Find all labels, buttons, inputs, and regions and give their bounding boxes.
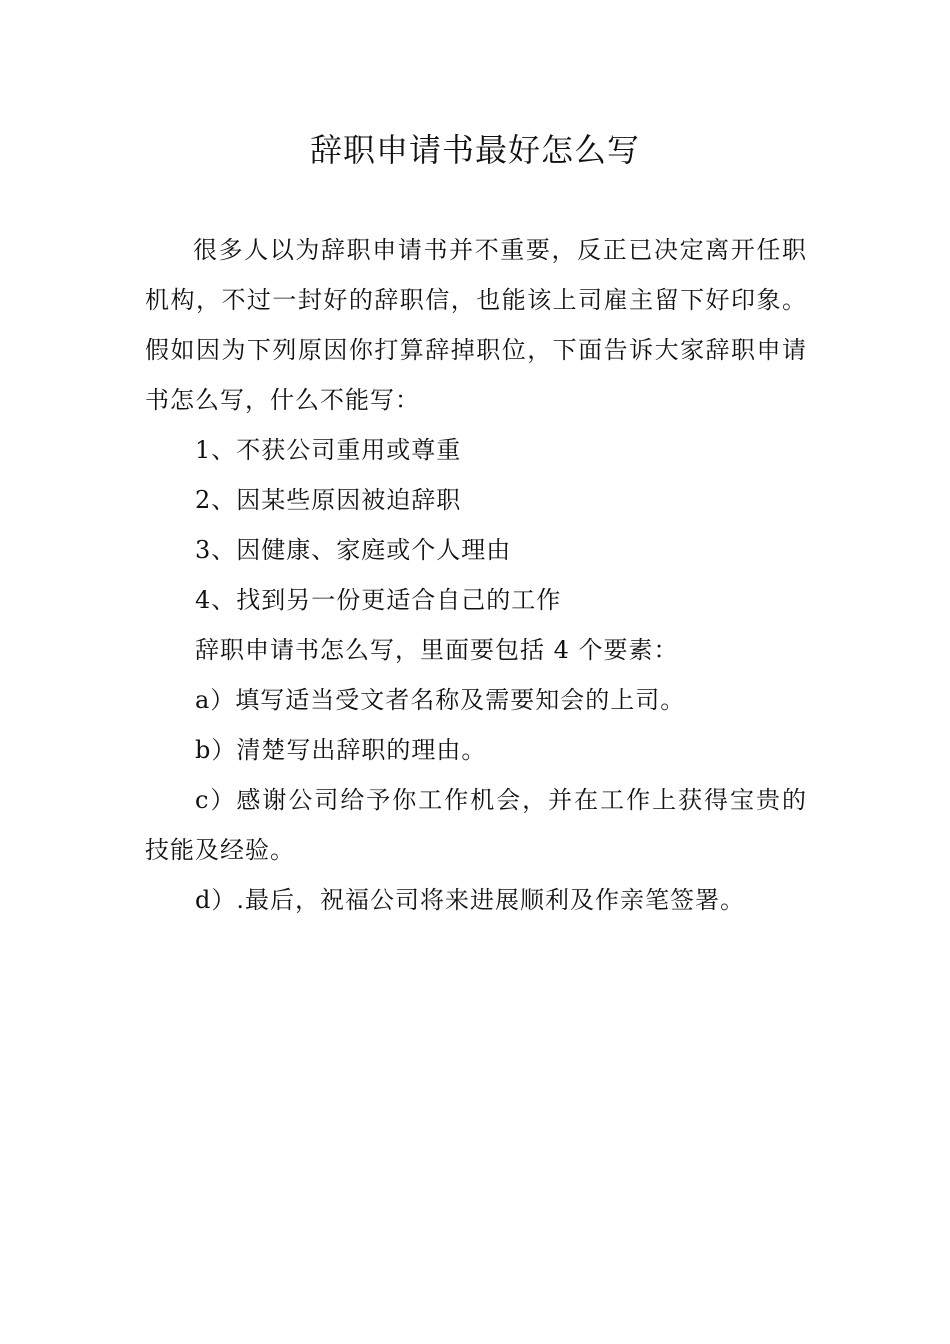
- element-item-a: a）填写适当受文者名称及需要知会的上司。: [195, 686, 686, 714]
- document-title: 辞职申请书最好怎么写: [309, 131, 640, 169]
- reason-item-1: 1、不获公司重用或尊重: [195, 436, 462, 464]
- document-body: [145, 225, 807, 925]
- intro-paragraph: 很多人以为辞职申请书并不重要，反正已决定离开任职机构，不过一封好的辞职信，也能该上司雇主留下好印象。假如因为下列原因你打算辞掉职位，下面告诉大家辞职申请书怎么写，什么不能写：: [145, 236, 807, 414]
- element-item-c: c）感谢公司给予你工作机会，并在工作上获得宝贵的技能及经验。: [145, 786, 807, 864]
- reason-item-4: 4、找到另一份更适合自己的工作: [195, 586, 562, 614]
- reason-item-2: 2、因某些原因被迫辞职: [195, 486, 462, 514]
- element-item-d: d）.最后，祝福公司将来进展顺利及作亲笔签署。: [195, 886, 745, 914]
- elements-intro: 辞职申请书怎么写，里面要包括 4 个要素：: [195, 636, 679, 664]
- element-item-b: b）清楚写出辞职的理由。: [195, 736, 487, 764]
- reason-item-3: 3、因健康、家庭或个人理由: [195, 536, 512, 564]
